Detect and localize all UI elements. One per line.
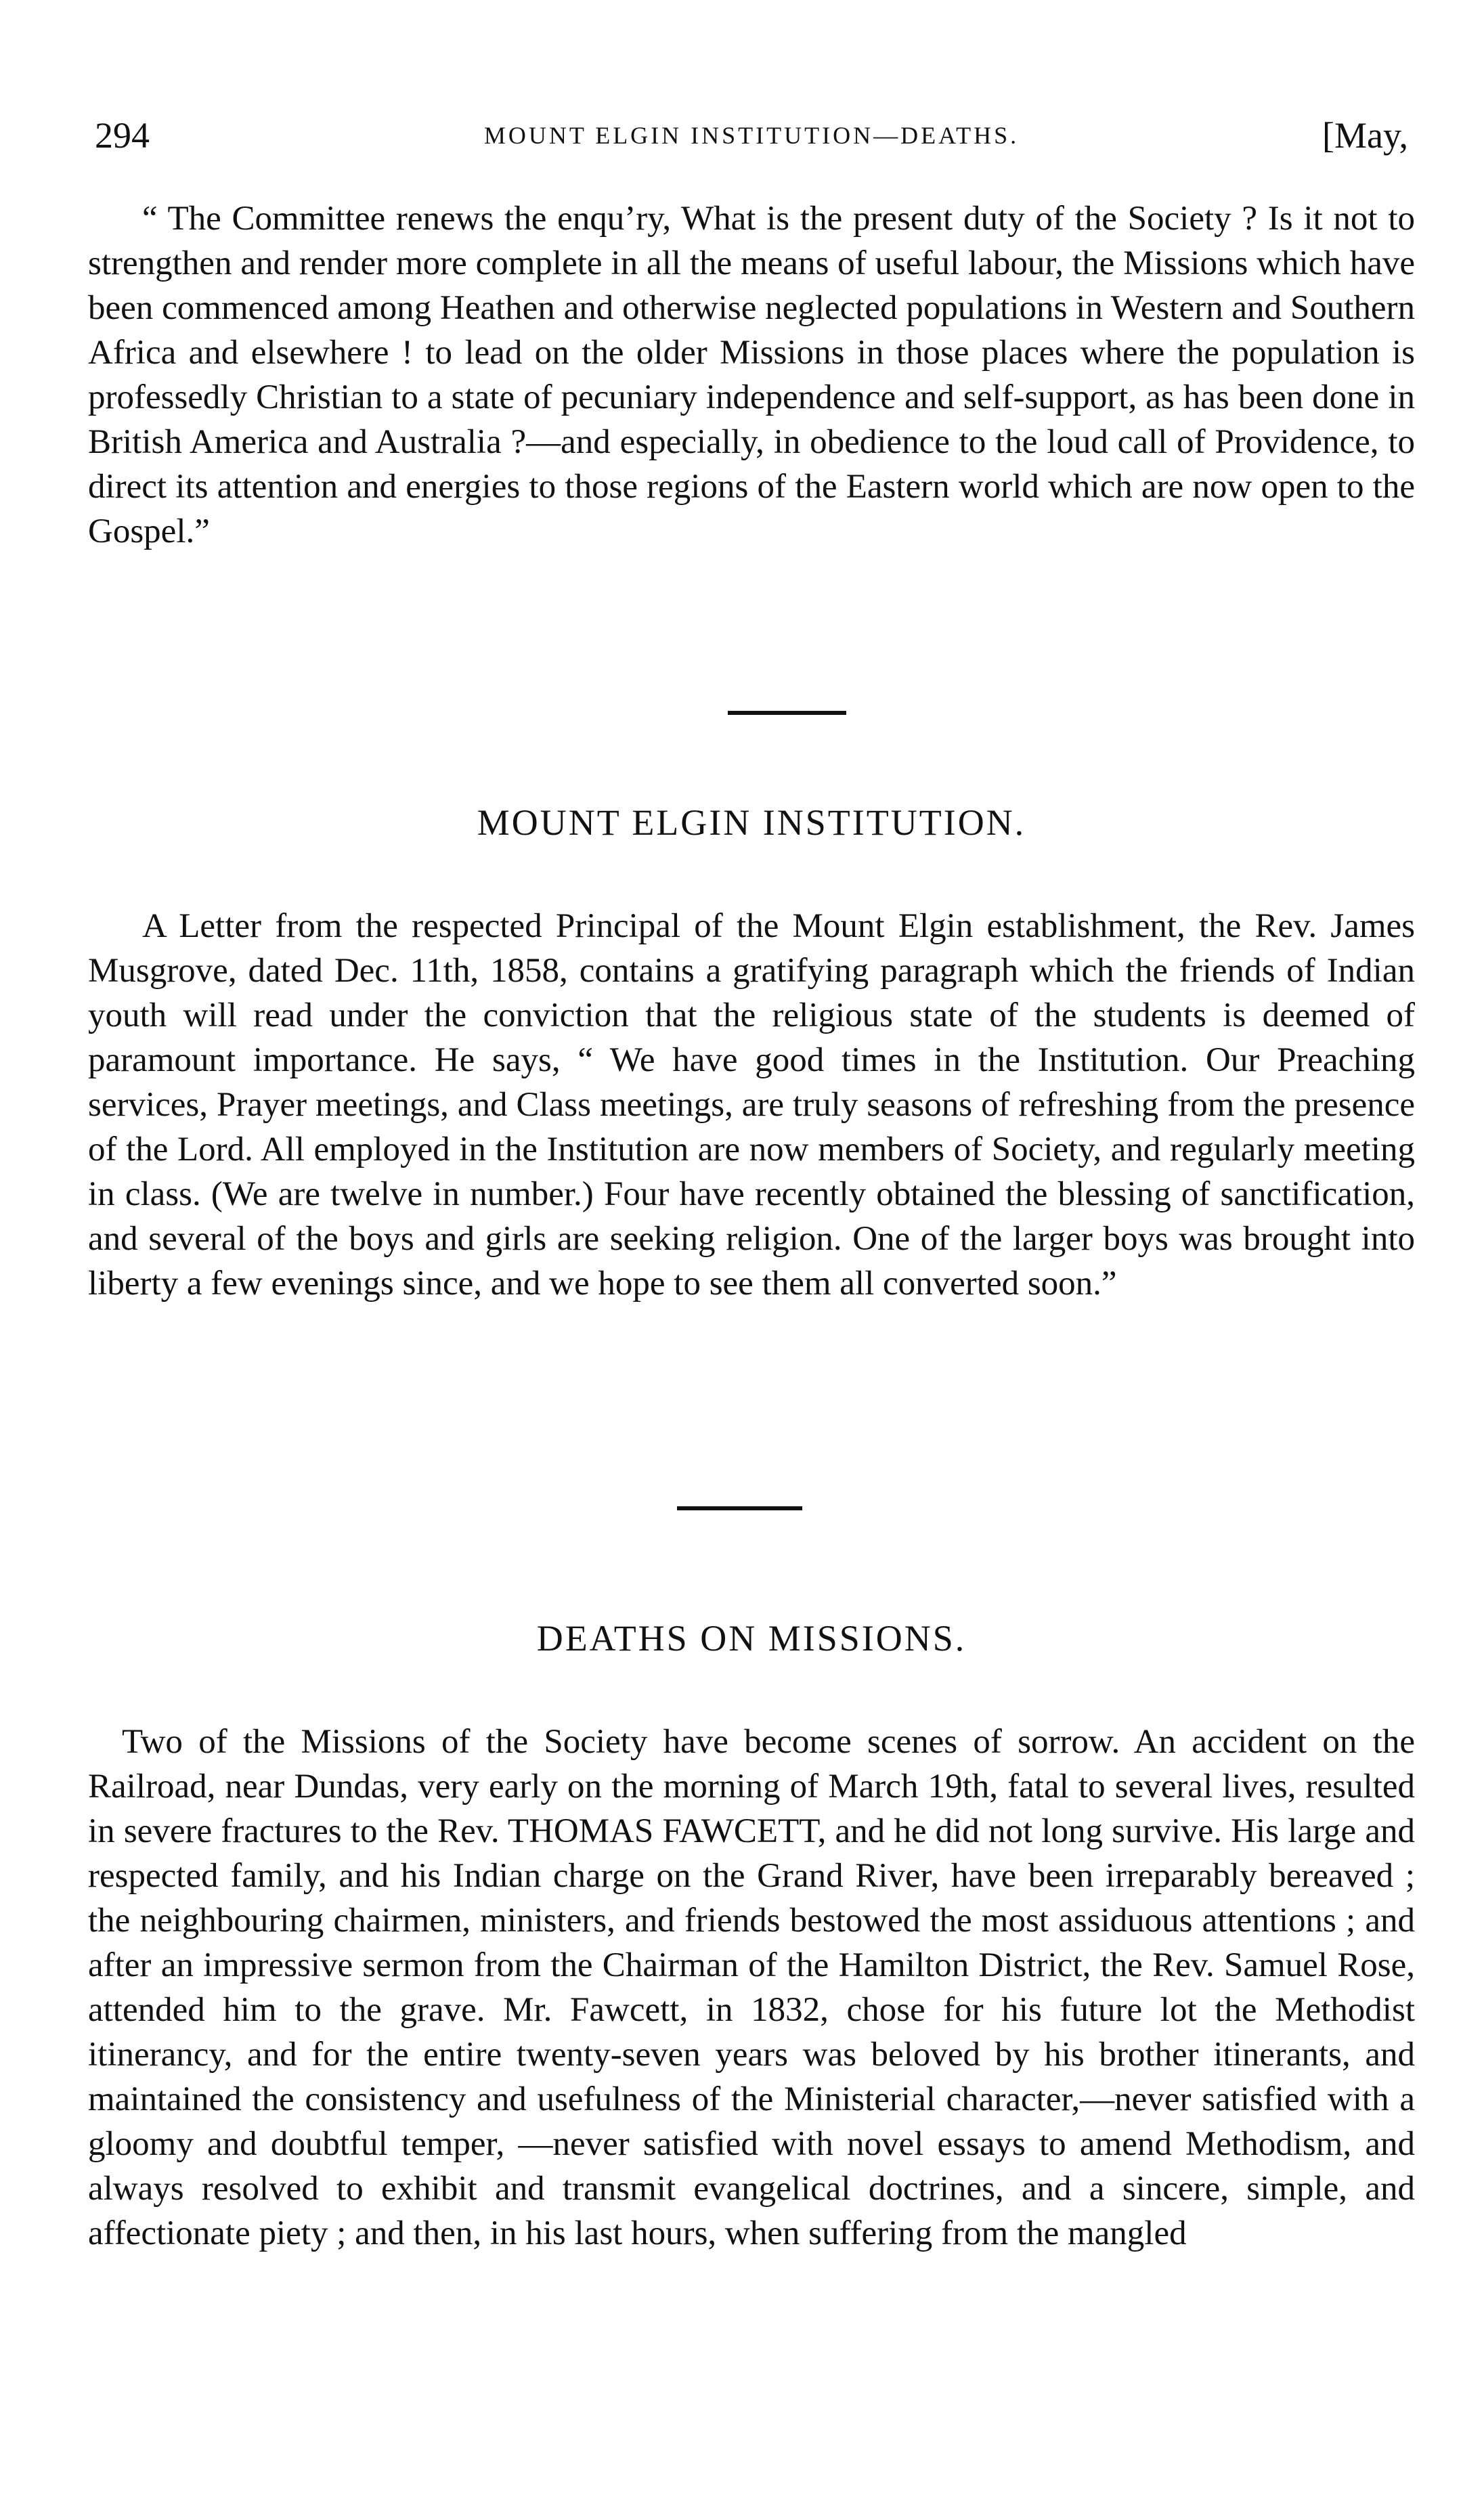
running-date: [May, <box>1322 115 1408 156</box>
running-title: MOUNT ELGIN INSTITUTION—DEATHS. <box>483 122 1020 149</box>
page-number: 294 <box>95 115 150 156</box>
section-divider-rule <box>728 711 846 715</box>
section-heading-mount-elgin: MOUNT ELGIN INSTITUTION. <box>477 802 1026 843</box>
mount-elgin-paragraph: A Letter from the respected Principal of the Mount Elgin establishment, the Rev. James Musgrove, dated Dec. 11th, 1858, contains a gratifying paragraph which the friends of Indian youth will read under the conviction that the religious state of the students is deemed of paramount importance. He says, “ We have good times in the Institution. Our Preaching services, Prayer meetings, and Class meetings, are truly seasons of refreshing from the presence of the Lord. All employed in the Institution are now members of Society, and regularly meeting in class. (We are twelve in number.) Four have recently obtained the blessing of sanctification, and several of the boys and girls are seeking religion. One of the larger boys was brought into liberty a few evenings since, and we hope to see them all converted soon.” <box>88 907 1415 1303</box>
section-heading-deaths-on-missions: DEATHS ON MISSIONS. <box>536 1618 967 1659</box>
deaths-on-missions-paragraph: Two of the Missions of the Society have become scenes of sorrow. An accident on the Railroad, near Dundas, very early on the morning of March 19th, fatal to several lives, resulted in severe fractures to the Rev. THOMAS FAWCETT, and he did not long survive. His large and respected family, and his Indian charge on the Grand River, have been irreparably bereaved ; the neighbouring chairmen, ministers, and friends bestowed the most assiduous attentions ; and after an impressive sermon from the Chairman of the Hamilton District, the Rev. Samuel Rose, attended him to the grave. Mr. Fawcett, in 1832, chose for his future lot the Methodist itinerancy, and for the entire twenty-seven years was beloved by his brother itinerants, and maintained the consistency and usefulness of the Ministerial character,—never satisfied with a gloomy and doubtful temper, —never satisfied with novel essays to amend Methodism, and always resolved to exhibit and transmit evangelical doctrines, and a sincere, simple, and affectionate piety ; and then, in his last hours, when suffering from the mangled <box>88 1723 1415 2252</box>
section-divider-rule <box>677 1506 802 1510</box>
running-head <box>95 108 1408 162</box>
intro-quote-paragraph: “ The Committee renews the enqu’ry, What is the present duty of the Society ? Is it not to strengthen and render more complete in all the means of useful labour, the Missions which have been commenced among Heathen and otherwise neglected populations in Western and Southern Africa and elsewhere ! to lead on the older Missions in those places where the population is professedly Christian to a state of pecuniary independence and self-support, as has been done in British America and Australia ?—and especially, in obedience to the loud call of Providence, to direct its attention and energies to those regions of the Eastern world which are now open to the Gospel.” <box>88 200 1415 550</box>
